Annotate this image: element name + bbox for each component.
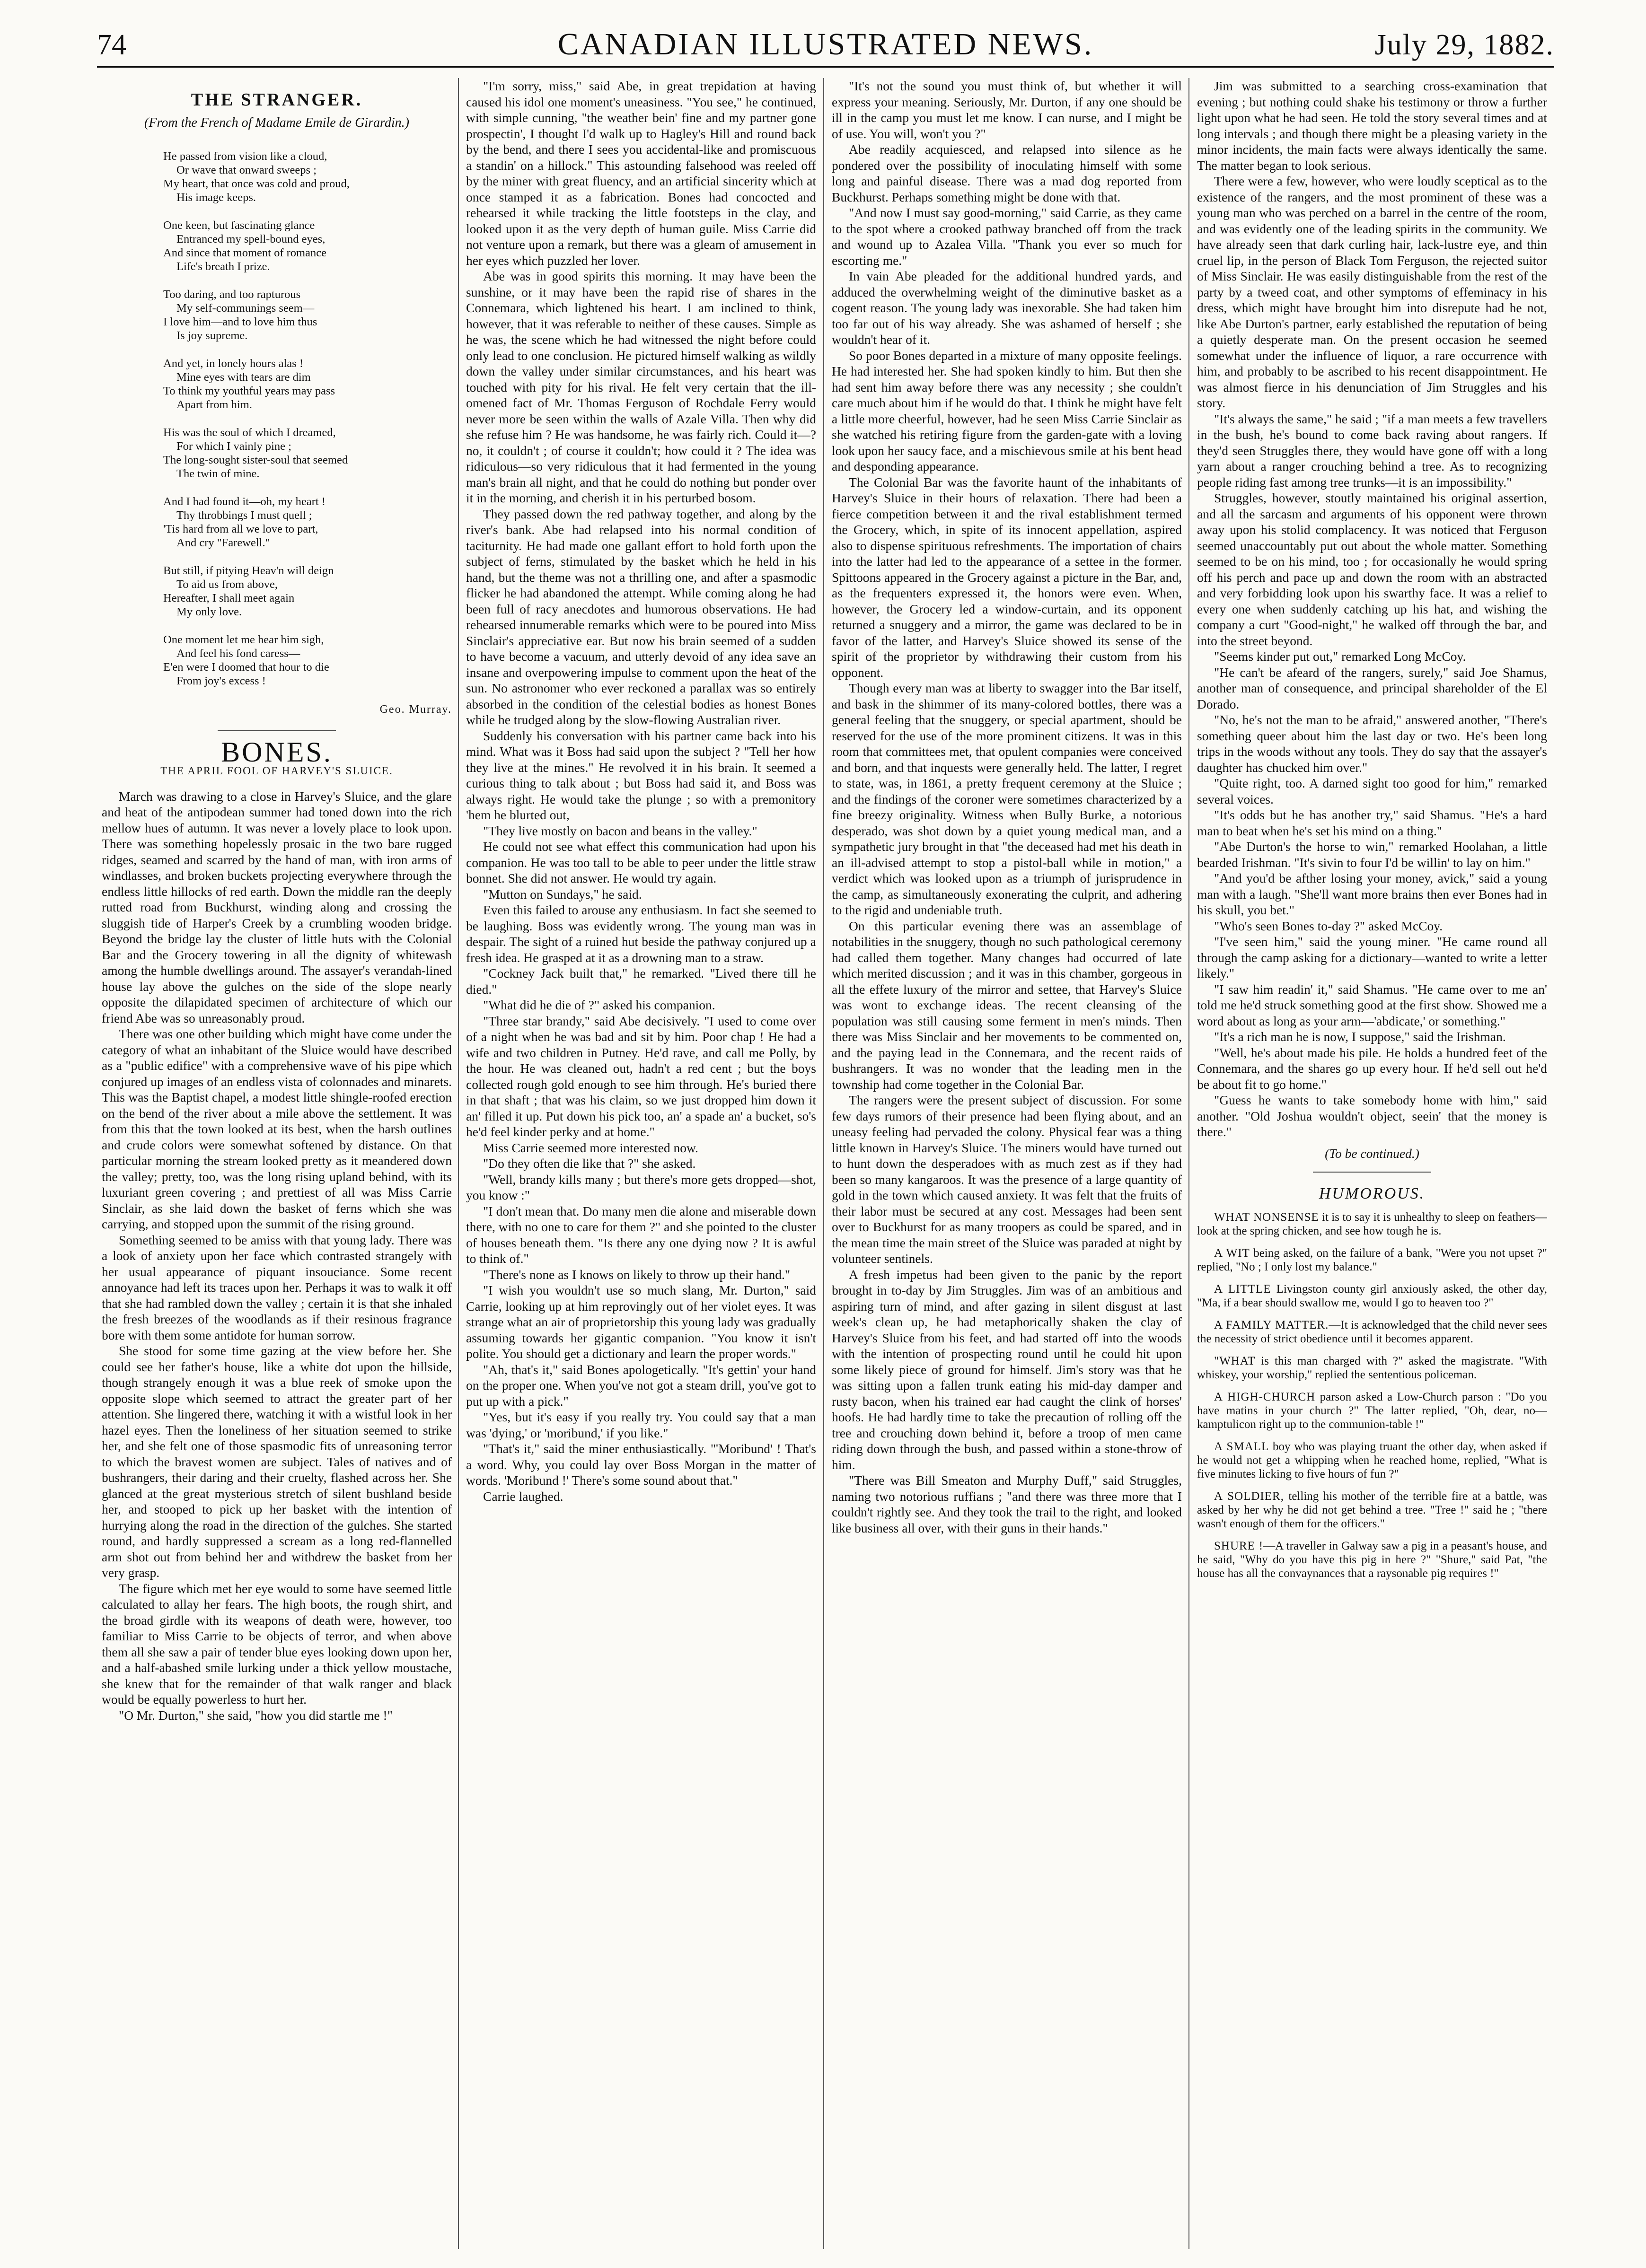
story-paragraph: Struggles, however, stoutly maintained his original assertion, and all the sarcasm and arguments of his opponent were thrown away upon his stolid complacency. It was noticed that Ferguson seemed unaccountably put out about the whole matter. Something seemed to be on his mind, too ; for occasionally he would spring off his perch and pace up and down the room with an abstracted and very forbidding look upon his swarthy face. It was a relief to every one when suddenly catching up his hat, and wishing the company a curt "Good-night," he walked off through the bar, and into the street beyond.	[1197, 490, 1547, 648]
column-2	[466, 78, 816, 2254]
story-paragraph: "Ah, that's it," said Bones apologetically. "It's gettin' your hand on the proper one. When you've not got a steam drill, you've got to put up with a pick."	[466, 1362, 816, 1409]
poem-line: His image keeps.	[176, 191, 256, 204]
column-divider	[1188, 78, 1189, 2249]
story-paragraph: "Seems kinder put out," remarked Long McCoy.	[1214, 649, 1466, 664]
story-paragraph: Something seemed to be amiss with that young lady. There was a look of anxiety upon her face which contrasted strangely with her usual appearance of piquant insouciance. Some recent annoyance had left its traces upon her. Perhaps it was to walk it off that she had rambled down the valley ; certain it is that she inhaled the fresh breezes of the woodlands as if their resinous fragrance bore with them some antidote for human sorrow.	[102, 1232, 452, 1342]
poem-line: Entranced my spell-bound eyes,	[176, 233, 326, 245]
story-paragraph: "It's odds but he has another try," said Shamus. "He's a hard man to beat when he's set his mind on a thing."	[1197, 807, 1547, 838]
section-divider	[218, 730, 336, 731]
humorous-title: HUMOROUS.	[1319, 1185, 1426, 1202]
column-1	[102, 78, 452, 2254]
poem-line: The twin of mine.	[176, 467, 260, 480]
poem-line: I love him—and to love him thus	[163, 315, 317, 328]
story-paragraph: So poor Bones departed in a mixture of many opposite feelings. He had interested her. She had spoken kindly to him. But then she had sent him away before there was any necessity ; she couldn't care much about him if he would do that. I think he might have felt a little more cheerful, however, had he seen Miss Carrie Sinclair as she watched his retiring figure from the garden-gate with a loving look upon her saucy face, and a mischievous smile at his bent head and desponding appearance.	[832, 348, 1182, 473]
story-paragraph: "That's it," said the miner enthusiastically. "'Moribund' ! That's a word. Why, you could lay over Boss Morgan in the matter of words. 'Moribund !' There's some sound about that."	[466, 1441, 816, 1488]
story-paragraph: "There's none as I knows on likely to throw up their hand."	[483, 1267, 791, 1282]
humorous-item-text: parson asked a Low-Church parson : "Do you have matins in your church ?" The latter replied, "Oh, dear, no—kamptulicon right up to the communion-table !"	[1197, 1390, 1547, 1431]
humorous-item-text: —It is acknowledged that the child never sees the necessity of strict obedience until it becomes apparent.	[1197, 1318, 1547, 1345]
poem-line: And since that moment of romance	[163, 246, 326, 259]
story-paragraph: There was one other building which might have come under the category of what an inhabitant of the Sluice would have described as a "public edifice" with a comprehensive wave of his pipe which conjured up images of an endless vista of colonnades and minarets. This was the Baptist chapel, a modest little shingle-roofed erection on the bend of the river about a mile above the settlement. It was from this that the town looked at its best, when the harsh outlines and crude colors were somewhat softened by distance. On that particular morning the stream looked pretty as it meandered down the valley; pretty, too, was the long rising upland behind, with its luxuriant green covering ; and prettiest of all was Miss Carrie Sinclair, as she laid down the basket of ferns which she was carrying, and stopped upon the summit of the rising ground.	[102, 1026, 452, 1231]
poem-stanza	[163, 426, 452, 481]
story-paragraph: The rangers were the present subject of discussion. For some few days rumors of their presence had been flying about, and an uneasy feeling had pervaded the colony. Physical fear was a thing little known in Harvey's Sluice. The miners would have turned out to hunt down the desperadoes with as much zest as if they had been so many kangaroos. It was the presence of a large quantity of gold in the town which caused anxiety. It was felt that the fruits of their labor must be secured at any cost. Messages had been sent over to Buckhurst for as many troopers as could be spared, and in the mean time the main street of the Sluice was paraded at night by volunteer sentinels.	[832, 1093, 1182, 1266]
poem-line: And cry "Farewell."	[176, 536, 270, 549]
story-paragraph: He could not see what effect this communication had upon his companion. He was too tall to be able to peer under the little straw bonnet. She did not answer. He would try again.	[466, 839, 816, 885]
story-paragraph: A fresh impetus had been given to the panic by the report brought in to-day by Jim Struggles. Jim was of an ambitious and aspiring turn of mind, and after gazing in silent disgust at last week's clean up, he had metaphorically shaken the clay of Harvey's Sluice from his feet, and had started off into the woods with the intention of prospecting round until he could hit upon some likely piece of ground for himself. Jim's story was that he was sitting upon a fallen trunk eating his mid-day damper and rusty bacon, when his trained ear had caught the clink of horses' hoofs. He had hardly time to take the precaution of rolling off the tree and crouching down behind it, before a troop of men came riding down through the bush, and passed within a stone-throw of him.	[832, 1267, 1182, 1472]
story-paragraph: Abe readily acquiesced, and relapsed into silence as he pondered over the possibility of inoculating himself with some long and painful disease. There was a mad dog reported from Buckhurst. Perhaps something might be done with that.	[832, 142, 1182, 204]
story-paragraph: "It's a rich man he is now, I suppose," said the Irishman.	[1214, 1029, 1506, 1044]
humorous-item-lead: "WHAT	[1214, 1354, 1256, 1367]
issue-date: July 29, 1882.	[1374, 29, 1554, 61]
story-paragraph: On this particular evening there was an assemblage of notabilities in the snuggery, though no such pathological ceremony had called them together. Many changes had occurred of late which merited discussion ; and it was in this chamber, gorgeous in all the effete luxury of the mirror and settee, that Harvey's Sluice was wont to exchange ideas. The recent cleansing of the population was still causing some ferment in men's minds. Then there was Miss Sinclair and her movements to be commented on, and the paying lead in the Connemara, and the recent raids of bushrangers. It was no wonder that the leading men in the township had come together in the Colonial Bar.	[832, 918, 1182, 1092]
poem-line: But still, if pitying Heav'n will deign	[163, 564, 334, 577]
poem-line: My self-communings seem—	[176, 302, 315, 315]
poem-stanza	[163, 149, 452, 204]
story-paragraph: "It's not the sound you must think of, but whether it will express your meaning. Seriously, Mr. Durton, if any one should be ill in the camp you must let me know. I can nurse, and I might be of use. You will, won't you ?"	[832, 79, 1182, 141]
story-paragraph: Carrie laughed.	[483, 1489, 563, 1504]
poem-line: Too daring, and too rapturous	[163, 288, 301, 301]
poem-line: One keen, but fascinating glance	[163, 219, 315, 232]
to-be-continued: (To be continued.)	[1325, 1146, 1419, 1161]
page-number: 74	[97, 29, 126, 61]
poem-line: His was the soul of which I dreamed,	[163, 426, 336, 439]
story-paragraph: There were a few, however, who were loudly sceptical as to the existence of the rangers, and the most prominent of these was a young man who was perched on a barrel in the centre of the room, and was evidently one of the leading spirits in the community. We have already seen that dark curling hair, lack-lustre eye, and thin cruel lip, in the person of Black Tom Ferguson, the rejected suitor of Miss Sinclair. He was easily distinguishable from the rest of the party by a tweed coat, and other symptoms of effeminacy in his dress, which might have brought him into disrepute had he not, like Abe Durton's partner, early established the reputation of being a quietly desperate man. On the present occasion he seemed somewhat under the influence of liquor, a rare occurrence with him, and probably to be ascribed to his recent disappointment. He was almost fierce in his denunciation of Jim Struggles and his story.	[1197, 174, 1547, 410]
poem-attribution: (From the French of Madame Emile de Girardin.)	[144, 115, 409, 130]
story-paragraph: The Colonial Bar was the favorite haunt of the inhabitants of Harvey's Sluice in their hours of relaxation. There had been a fierce competition between it and the rival establishment termed the Grocery, which, in spite of its innocent appellation, aspired also to dispense spirituous refreshments. The importation of chairs into the latter had led to the appearance of a settee in the former. Spittoons appeared in the Grocery against a picture in the Bar, and, as the frequenters expressed it, the honors were even. When, however, the Grocery led a window-curtain, and its opponent returned a snuggery and a mirror, the game was declared to be in favor of the latter, and Harvey's Sluice showed its sense of the spirit of the proprietor by withdrawing their custom from his opponent.	[832, 474, 1182, 680]
poem-stanza	[163, 357, 452, 412]
poem-signature: Geo. Murray.	[379, 703, 452, 716]
story-paragraph: "Well, he's about made his pile. He holds a hundred feet of the Connemara, and the shares go up every hour. If he'd sell out he'd be about fit to go home."	[1197, 1045, 1547, 1092]
poem-line: My heart, that once was cold and proud,	[163, 177, 350, 190]
story-paragraph: "Quite right, too. A darned sight too good for him," remarked several voices.	[1197, 776, 1547, 806]
poem-line: 'Tis hard from all we love to part,	[163, 523, 318, 535]
story-paragraph: "Three star brandy," said Abe decisively. "I used to come over of a night when he was bad and sit by him. Poor chap ! He had a wife and two children in Putney. He'd rave, and call me Polly, by the hour. He was cleaned out, hadn't a red cent ; but the boys collected rough gold enough to see him through. He's buried there in that shaft ; that was his claim, so we just dropped him down it an' filled it up. Put down his pick too, an' a spade an' a bucket, so's he'd feel kinder perky and at home."	[466, 1013, 816, 1139]
poem-line: Thy throbbings I must quell ;	[176, 509, 312, 522]
humorous-item-text: being asked, on the failure of a bank, "Were you not upset ?" replied, "No ; I only lost my balance."	[1197, 1246, 1547, 1273]
story-paragraph: Even this failed to arouse any enthusiasm. In fact she seemed to be laughing. Boss was evidently wrong. The young man was in despair. The sight of a ruined hut beside the pathway conjured up a fresh idea. He grasped at it as a drowning man to a straw.	[466, 902, 816, 965]
humorous-item-text: boy who was playing truant the other day, when asked if he would not get a whipping when he reached home, replied, "What is five minutes licking to five hours of fun ?"	[1197, 1440, 1547, 1480]
humorous-item-lead: SHURE !	[1214, 1539, 1264, 1552]
poem-line: And yet, in lonely hours alas !	[163, 357, 303, 370]
humorous-item-lead: WHAT NONSENSE	[1214, 1210, 1319, 1224]
story-paragraph: "He can't be afeard of the rangers, surely," said Joe Shamus, another man of consequence, and principal shareholder of the El Dorado.	[1197, 665, 1547, 711]
poem-line: Apart from him.	[176, 398, 252, 411]
story-paragraph: The figure which met her eye would to some have seemed little calculated to allay her fears. The high boots, the rough shirt, and the broad girdle with its weapons of death were, however, too familiar to Miss Carrie to be objects of terror, and when above them all she saw a pair of tender blue eyes looking down upon her, and a half-abashed smile lurking under a thick yellow moustache, she knew that for the remainder of that walk ranger and black would be equally powerless to hurt her.	[102, 1581, 452, 1707]
story-paragraph: "I've seen him," said the young miner. "He came round all through the camp asking for a dictionary—wanted to write a letter likely."	[1197, 934, 1547, 981]
poem-line: For which I vainly pine ;	[176, 440, 291, 453]
poem-line: Is joy supreme.	[176, 329, 248, 342]
poem-line: From joy's excess !	[176, 674, 266, 687]
story-paragraph: "Yes, but it's easy if you really try. You could say that a man was 'dying,' or 'moribund,' if you like."	[466, 1410, 816, 1440]
story-paragraph: "I'm sorry, miss," said Abe, in great trepidation at having caused his idol one moment's uneasiness. "You see," he continued, with simple cunning, "the weather bein' fine and my partner gone prospectin', I thought I'd walk up to Hagley's Hill and round back by the bend, and there I sees you accidental-like and promiscuous a standin' on a hillock." This astounding falsehood was reeled off by the miner with great fluency, and an artificial sincerity which at once stamped it as a fabrication. Bones had concocted and rehearsed it while tracking the little footsteps in the clay, and looked upon it as the very depth of human guile. Miss Carrie did not venture upon a remark, but there was a gleam of amusement in her eyes which puzzled her lover.	[466, 79, 816, 268]
story-paragraph: She stood for some time gazing at the view before her. She could see her father's house, like a white dot upon the hillside, though strangely enough it was a blue reek of smoke upon the opposite slope which seemed to attract the greater part of her attention. She lingered there, watching it with a wistful look in her hazel eyes. Then the loneliness of her situation seemed to strike her, and she felt one of those spasmodic fits of unreasoning terror to which the bravest women are subject. Tales of natives and of bushrangers, their daring and their cruelty, flashed across her. She glanced at the great mysterious stretch of silent bushland beside her, and stooped to pick up her basket with the intention of hurrying along the road in the direction of the gulches. She started round, and hardly suppressed a scream as a long red-flannelled arm shot out from behind her and withdrew the basket from her very grasp.	[102, 1343, 452, 1580]
poem-line: Or wave that onward sweeps ;	[176, 164, 317, 176]
story-text-column-1	[102, 788, 452, 1724]
story-title: BONES.	[221, 736, 333, 768]
story-paragraph: "Abe Durton's the horse to win," remarked Hoolahan, a little bearded Irishman. "It's sivin to four I'd be willin' to lay on him."	[1197, 839, 1547, 870]
story-paragraph: Though every man was at liberty to swagger into the Bar itself, and bask in the shimmer of its many-colored bottles, there was a general feeling that the snuggery, or special apartment, should be reserved for the use of the more prominent citizens. It was in this room that committees met, that opulent companies were conceived and born, and that inquests were generally held. The latter, I regret to state, was, in 1861, a pretty frequent ceremony at the Sluice ; and the findings of the coroner were sometimes characterized by a fine breezy originality. Witness when Bully Burke, a notorious desperado, was shot down by a quiet young medical man, and a sympathetic jury brought in that "the deceased had met his death in an ill-advised attempt to stop a pistol-ball while in motion," a verdict which was looked upon as a triumph of jurisprudence in the camp, as simultaneously exonerating the culprit, and adhering to the rigid and undeniable truth.	[832, 681, 1182, 917]
humorous-item	[1197, 1390, 1547, 1431]
column-divider	[823, 78, 824, 2249]
humorous-item-lead: A LITTLE	[1214, 1282, 1271, 1296]
humorous-item	[1197, 1246, 1547, 1274]
header-rule	[97, 66, 1554, 68]
poem-line: E'en were I doomed that hour to die	[163, 661, 329, 674]
story-paragraph: "O Mr. Durton," she said, "how you did startle me !"	[119, 1708, 393, 1723]
story-paragraph: They passed down the red pathway together, and along by the river's bank. Abe had relapsed into his normal condition of taciturnity. He had made one gallant effort to hold forth upon the subject of ferns, stimulated by the basket which he held in his hand, but the theme was not a thrilling one, and after a spasmodic flicker he had abandoned the attempt. While coming along he had been full of racy anecdotes and humorous observations. He had rehearsed innumerable remarks which were to be poured into Miss Sinclair's appreciative ear. But now his brain seemed of a sudden to have become a vacuum, and utterly devoid of any idea save an insane and overpowering impulse to comment upon the heat of the sun. No astronomer who ever reckoned a parallax was so entirely absorbed in the condition of the celestial bodies as honest Bones while he trudged along by the slow-flowing Australian river.	[466, 506, 816, 727]
poem-line: And feel his fond caress—	[176, 647, 300, 660]
humorous-item	[1197, 1489, 1547, 1531]
column-divider	[458, 78, 459, 2249]
story-paragraph: "Who's seen Bones to-day ?" asked McCoy.	[1214, 918, 1443, 933]
story-paragraph: "It's always the same," he said ; "if a man meets a few travellers in the bush, he's bound to come back raving about rangers. If they'd seen Struggles there, they would have gone off with a long yarn about a ranger crouching behind a tree. As to recognizing people riding fast among tree trunks—it is an impossibility."	[1197, 411, 1547, 490]
story-paragraph: Suddenly his conversation with his partner came back into his mind. What was it Boss had said upon the subject ? "Tell her how they live at the mines." He revolved it in his brain. It seemed a curious thing to talk about ; but Boss had said it, and Boss was always right. He would take the plunge ; so with a premonitory 'hem he blurted out,	[466, 728, 816, 822]
humorous-item-lead: A WIT	[1214, 1246, 1250, 1260]
story-paragraph: March was drawing to a close in Harvey's Sluice, and the glare and heat of the antipodean summer had toned down into the rich mellow hues of autumn. It was never a lovely place to look upon. There was something hopelessly prosaic in the two bare rugged ridges, seamed and scarred by the hand of man, with iron arms of windlasses, and broken buckets projecting everywhere through the endless little hillocks of red earth. Down the middle ran the deeply rutted road from Buckhurst, winding along and crossing the sluggish tide of Harper's Creek by a crumbling wooden bridge. Beyond the bridge lay the cluster of little huts with the Colonial Bar and the Grocery towering in all the dignity of whitewash among the humble dwellings around. The assayer's verandah-lined house lay above the gulches on the side of the slope nearly opposite the dilapidated specimen of architecture of which our friend Abe was so unreasonably proud.	[102, 788, 452, 1025]
humorous-item-lead: A HIGH-CHURCH	[1214, 1390, 1316, 1403]
humorous-item-text: is this man charged with ?" asked the magistrate. "With whiskey, your worship," replied the sententious policeman.	[1197, 1354, 1547, 1381]
humorous-item-text: telling his mother of the terrible fire at a battle, was asked by her why he did not get behind a tree. "Tree !" said he ; "there wasn't enough of them for the officers."	[1197, 1489, 1547, 1530]
humorous-item-lead: A FAMILY MATTER.	[1214, 1318, 1329, 1331]
humorous-item	[1197, 1282, 1547, 1310]
poem-line: My only love.	[176, 605, 242, 618]
humorous-item-text: it is to say it is unhealthy to sleep on feathers—look at the spring chicken, and see how tough he is.	[1197, 1210, 1547, 1237]
poem-line: The long-sought sister-soul that seemed	[163, 454, 348, 466]
column-4	[1197, 78, 1547, 2254]
story-paragraph: "And now I must say good-morning," said Carrie, as they came to the spot where a crooked pathway branched off from the track and wound up to Azalea Villa. "Thank you ever so much for escorting me."	[832, 205, 1182, 268]
story-paragraph: "They live mostly on bacon and beans in the valley."	[483, 823, 757, 838]
humorous-item	[1197, 1539, 1547, 1580]
poem-line: Mine eyes with tears are dim	[176, 371, 311, 384]
story-paragraph: "Cockney Jack built that," he remarked. "Lived there till he died."	[466, 966, 816, 997]
story-paragraph: "I wish you wouldn't use so much slang, Mr. Durton," said Carrie, looking up at him reprovingly out of her violet eyes. It was strange what an air of proprietorship this young lady was gradually assuming towards her gigantic companion. "You know it isn't polite. You should get a dictionary and learn the proper words."	[466, 1283, 816, 1361]
newspaper-title: CANADIAN ILLUSTRATED NEWS.	[557, 27, 1094, 61]
story-paragraph: "Guess he wants to take somebody home with him," said another. "Old Joshua wouldn't object, seein' that the money is there."	[1197, 1093, 1547, 1139]
story-paragraph: Miss Carrie seemed more interested now.	[483, 1140, 698, 1155]
masthead	[97, 23, 1554, 70]
story-paragraph: "There was Bill Smeaton and Murphy Duff," said Struggles, naming two notorious ruffians ; "and there was three more that I couldn't rightly see. And they took the trail to the right, and looked like business all over, with their guns in their hands."	[832, 1473, 1182, 1535]
poem-line: Life's breath I prize.	[176, 260, 270, 273]
poem-stanza	[163, 633, 452, 688]
poem-stanza	[163, 288, 452, 342]
poem-body	[102, 149, 452, 688]
story-paragraph: "I don't mean that. Do many men die alone and miserable down there, with no one to care for them ?" and she pointed to the cluster of houses beneath them. "Is there any one dying now ? It is awful to think of."	[466, 1203, 816, 1266]
story-text-column-2	[466, 78, 816, 1504]
story-paragraph: Abe was in good spirits this morning. It may have been the sunshine, or it may have been the rapid rise of shares in the Connemara, which lightened his heart. I am inclined to think, however, that it was referable to neither of these causes. Simple as he was, the scene which he had witnessed the night before could only lead to one conclusion. He pictured himself walking as wildly down the valley under similar circumstances, and his heart was touched with pity for his rival. He felt very certain that the ill-omened fact of Mr. Thomas Ferguson of Rochdale Ferry would never more be seen within the walls of Azale Villa. Then why did she refuse him ? He was handsome, he was fairly rich. Could it—? no, it couldn't ; of course it couldn't; how could it ? The idea was ridiculous—so very ridiculous that it had fermented in the young man's brain all night, and that he could do nothing but ponder over it in the morning, and cherish it in his perturbed bosom.	[466, 269, 816, 505]
story-paragraph: Jim was submitted to a searching cross-examination that evening ; but nothing could shake his testimony or throw a further light upon what he had seen. He told the story several times and at long intervals ; and though there might be a pleasing variety in the minor incidents, the main facts were always identically the same. The matter began to look serious.	[1197, 79, 1547, 173]
poem-line: To aid us from above,	[176, 578, 278, 591]
story-paragraph: "No, he's not the man to be afraid," answered another, "There's something queer about him the last day or two. He's been long trips in the woods without any tools. They do say that the assayer's daughter has chucked him over."	[1197, 712, 1547, 775]
humorous-item	[1197, 1440, 1547, 1481]
poem-line: To think my youthful years may pass	[163, 385, 335, 397]
poem-line: He passed from vision like a cloud,	[163, 150, 327, 163]
story-paragraph: "What did he die of ?" asked his companion.	[483, 998, 715, 1012]
story-paragraph: "And you'd be afther losing your money, avick," said a young man with a laugh. "She'll want more brains then ever Bones had in his skull, you bet."	[1197, 871, 1547, 917]
poem-title: THE STRANGER.	[191, 90, 363, 110]
story-subtitle: THE APRIL FOOL OF HARVEY'S SLUICE.	[160, 765, 393, 777]
poem-stanza	[163, 564, 452, 619]
story-text-column-3	[832, 78, 1182, 1536]
column-3	[832, 78, 1182, 2254]
story-paragraph: "Mutton on Sundays," he said.	[483, 886, 642, 902]
story-paragraph: "I saw him readin' it," said Shamus. "He came over to me an' told me he'd struck something good at the first show. Showed me a word about as long as your arm—'abdicate,' or something."	[1197, 981, 1547, 1028]
poem-line: One moment let me hear him sigh,	[163, 633, 324, 646]
story-paragraph: In vain Abe pleaded for the additional hundred yards, and adduced the overwhelming weight of the diminutive basket as a cogent reason. The young lady was inexorable. She had taken him too far out of his way already. She was ashamed of herself ; she wouldn't hear of it.	[832, 269, 1182, 347]
humorous-item-text: Livingston county girl anxiously asked, the other day, "Ma, if a bear should swallow me, would I go to heaven too ?"	[1197, 1282, 1547, 1309]
humorous-items	[1197, 1210, 1547, 1580]
humorous-item	[1197, 1318, 1547, 1346]
poem-stanza	[163, 219, 452, 273]
story-paragraph: "Do they often die like that ?" she asked.	[483, 1156, 696, 1171]
humorous-item-text: —A traveller in Galway saw a pig in a peasant's house, and he said, "Why do you have this pig in here ?" "Shure," said Pat, "the house has all the convaynances that a raysonable pig requires !"	[1197, 1539, 1547, 1580]
poem-stanza	[163, 495, 452, 550]
section-divider	[1313, 1172, 1431, 1173]
humorous-item-lead: A SOLDIER,	[1214, 1489, 1284, 1503]
story-text-column-4	[1197, 78, 1547, 1140]
humorous-item	[1197, 1354, 1547, 1382]
poem-line: And I had found it—oh, my heart !	[163, 495, 326, 508]
humorous-item	[1197, 1210, 1547, 1238]
story-paragraph: "Well, brandy kills many ; but there's more gets dropped—shot, you know :"	[466, 1172, 816, 1202]
poem-line: Hereafter, I shall meet again	[163, 592, 295, 604]
humorous-item-lead: A SMALL	[1214, 1440, 1269, 1453]
